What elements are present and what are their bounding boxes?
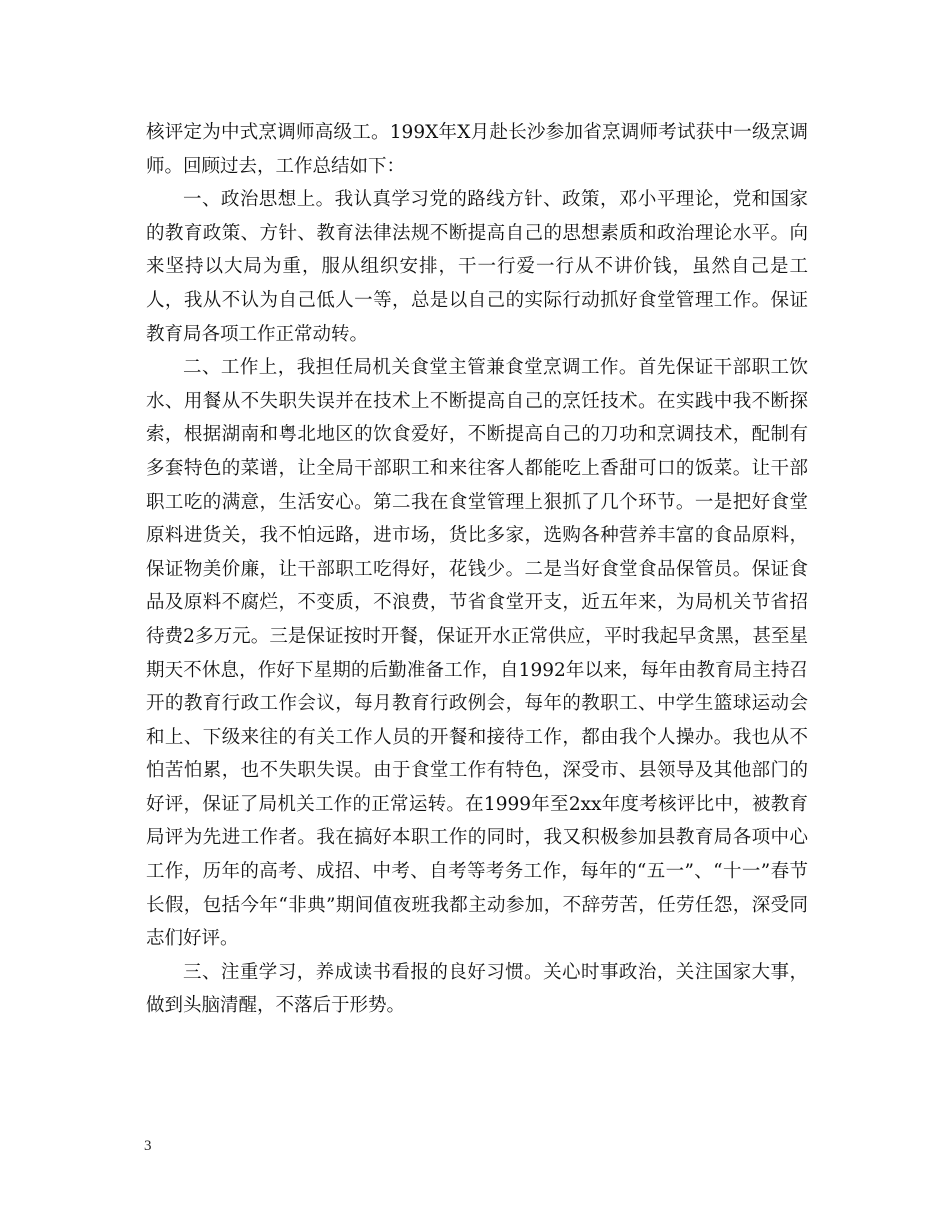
- paragraph-intro: 核评定为中式烹调师高级工。199X年X月赴长沙参加省烹调师考试获中一级烹调师。回顾过去，工作总结如下：: [146, 122, 808, 177]
- page-number: 3: [144, 1138, 152, 1154]
- document-body: [146, 116, 808, 1023]
- paragraph-study: 三、注重学习，养成读书看报的良好习惯。关心时事政治，关注国家大事，做到头脑清醒，不落后于形势。: [146, 961, 808, 1017]
- paragraph-political-thought: 一、政治思想上。我认真学习党的路线方针、政策，邓小平理论，党和国家的教育政策、方针、教育法律法规不断提高自己的思想素质和政治理论水平。向来坚持以大局为重，服从组织安排，干一行爱一行从不讲价钱，虽然自己是工人，我从不认为自己低人一等，总是以自己的实际行动抓好食堂管理工作。保证教育局各项工作正常动转。: [146, 189, 808, 345]
- paragraph-work: 二、工作上，我担任局机关食堂主管兼食堂烹调工作。首先保证干部职工饮水、用餐从不失职失误并在技术上不断提高自己的烹饪技术。在实践中我不断探索，根据湖南和粤北地区的饮食爱好，不断提高自己的刀功和烹调技术，配制有多套特色的菜谱，让全局干部职工和来往客人都能吃上香甜可口的饭菜。让干部职工吃的满意，生活安心。第二我在食堂管理上狠抓了几个环节。一是把好食堂原料进货关，我不怕远路，进市场，货比多家，选购各种营养丰富的食品原料，保证物美价廉，让干部职工吃得好，花钱少。二是当好食堂食品保管员。保证食品及原料不腐烂，不变质，不浪费，节省食堂开支，近五年来，为局机关节省招待费2多万元。三是保证按时开餐，保证开水正常供应，平时我起早贪黑，甚至星期天不休息，作好下星期的后勤准备工作，自1992年以来，每年由教育局主持召开的教育行政工作会议，每月教育行政例会，每年的教职工、中学生篮球运动会和上、下级来往的有关工作人员的开餐和接待工作，都由我个人操办。我也从不怕苦怕累，也不失职失误。由于食堂工作有特色，深受市、县领导及其他部门的好评，保证了局机关工作的正常运转。在1999年至2xx年度考核评比中，被教育局评为先进工作者。我在搞好本职工作的同时，我又积极参加县教育局各项中心工作，历年的高考、成招、中考、自考等考务工作，每年的“五一”、“十一”春节长假，包括今年“非典”期间值夜班我都主动参加，不辞劳苦，任劳任怨，深受同志们好评。: [146, 357, 808, 950]
